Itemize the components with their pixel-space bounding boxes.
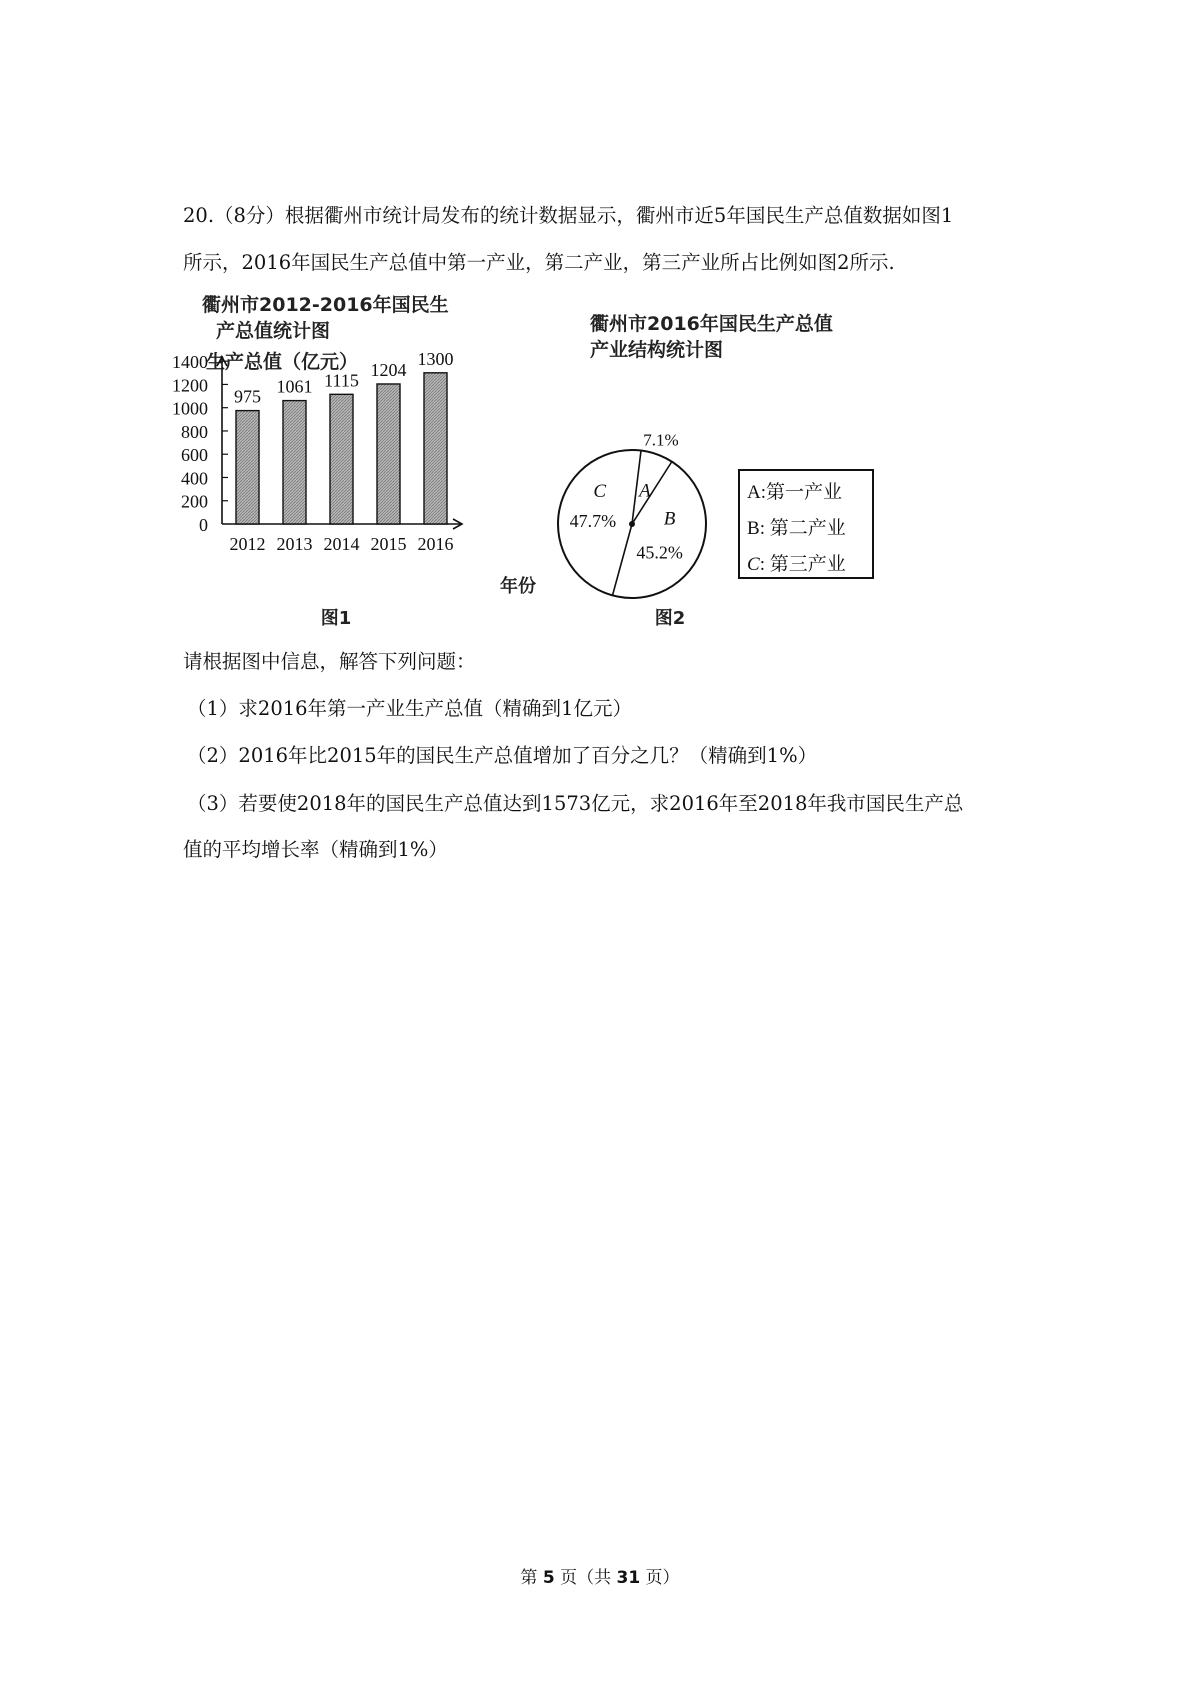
bar-chart-xlabel: 年份 [500, 576, 536, 597]
footer-suffix: 页） [640, 1568, 680, 1588]
pie-chart-caption: 图2 [654, 608, 686, 629]
bar-chart-y-tick-label: 200 [181, 491, 208, 512]
question-1: （1）求2016年第一产业生产总值（精确到1亿元） [187, 697, 632, 720]
bar-chart-y-tick-label: 1000 [172, 398, 208, 419]
page-footer [0, 1563, 1200, 1588]
pie-chart-title-line2: 产业结构统计图 [590, 339, 724, 361]
bar-data-label-2015: 1204 [370, 359, 407, 380]
bar-2014 [330, 394, 353, 524]
pie-slice-letter-A: A [639, 480, 651, 502]
bar-chart-y-tick-label: 1400 [172, 352, 208, 373]
bar-2016 [424, 373, 447, 524]
bar-chart-ylabel: 生产总值（亿元） [206, 351, 359, 373]
pie-chart-title-line1: 衢州市2016年国民生产总值 [590, 313, 833, 335]
pie-chart [555, 300, 895, 635]
bar-x-tick-label-2012: 2012 [229, 534, 266, 554]
footer-middle: 页（共 [554, 1568, 617, 1588]
footer-total-pages: 31 [616, 1568, 641, 1588]
bar-chart-y-tick-label: 400 [181, 468, 208, 489]
pie-chart-center-dot [629, 521, 635, 527]
pie-slice-letter-C: C [593, 481, 607, 503]
bar-x-tick-label-2014: 2014 [323, 534, 360, 554]
bar-chart-title-line1: 衢州市2012-2016年国民生 [202, 294, 449, 316]
bar-data-label-2012: 975 [234, 386, 261, 407]
bar-chart-y-tick-label: 1200 [172, 375, 208, 396]
question-3-line2: 值的平均增长率（精确到1%） [183, 838, 448, 861]
pie-slice-letter-B: B [663, 508, 676, 530]
footer-page-number: 5 [542, 1568, 555, 1588]
bar-data-label-2014: 1115 [324, 370, 359, 391]
bar-chart-title-line2: 产总值统计图 [216, 320, 331, 342]
bar-x-tick-label-2015: 2015 [370, 534, 407, 554]
bar-chart-y-tick-label: 800 [181, 421, 208, 442]
bar-2012 [236, 411, 259, 524]
bar-chart-y-tick-label: 600 [181, 445, 208, 466]
pie-slice-label-C: 47.7% [569, 511, 617, 532]
question-2: （2）2016年比2015年的国民生产总值增加了百分之几？（精确到1%） [187, 744, 818, 767]
pie-slice-label-B: 45.2% [636, 542, 683, 563]
bar-2015 [377, 384, 400, 524]
footer-prefix: 第 [520, 1568, 543, 1588]
pie-legend-item-B: B: 第二产业 [747, 517, 846, 539]
bar-chart-x-ticks [230, 534, 454, 554]
bar-chart-bars [236, 373, 447, 524]
problem-intro-line2: 所示，2016年国民生产总值中第一产业，第二产业，第三产业所占比例如图2所示. [183, 251, 895, 274]
bar-chart-caption: 图1 [320, 608, 352, 629]
bar-data-label-2013: 1061 [276, 376, 313, 397]
pie-slice-boundary-C [612, 524, 632, 595]
bar-x-tick-label-2016: 2016 [417, 534, 454, 554]
bar-chart-y-tick-label: 0 [199, 515, 208, 535]
question-3-line1: （3）若要使2018年的国民生产总值达到1573亿元，求2016年至2018年我市国民生产总 [187, 792, 964, 815]
pie-chart-legend [747, 481, 846, 575]
pie-slice-label-A: 7.1% [643, 430, 679, 450]
bar-chart [170, 285, 560, 635]
question-lead: 请根据图中信息，解答下列问题： [183, 650, 476, 673]
bar-x-tick-label-2013: 2013 [276, 534, 313, 554]
pie-legend-item-C: C: 第三产业 [747, 553, 846, 575]
bar-data-label-2016: 1300 [417, 348, 454, 369]
bar-2013 [283, 401, 306, 524]
pie-legend-item-A: A:第一产业 [747, 481, 843, 503]
bar-chart-y-ticks [172, 352, 228, 535]
problem-intro-line1: 20.（8分）根据衢州市统计局发布的统计数据显示，衢州市近5年国民生产总值数据如图1 [183, 204, 954, 227]
